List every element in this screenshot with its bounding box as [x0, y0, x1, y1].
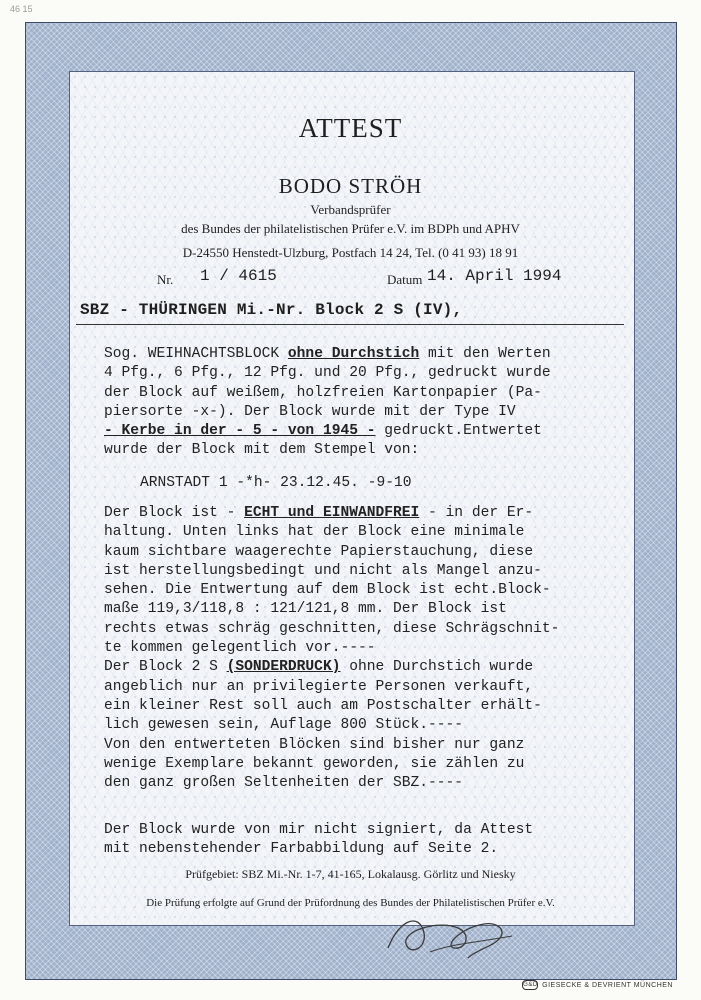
cancel-line: ARNSTADT 1 -*h- 23.12.45. -9-10 [140, 475, 412, 491]
text-line [104, 658, 559, 677]
examiner-role: Verbandsprüfer [310, 202, 391, 217]
text-run: Von den entwerteten Blöcken sind bisher nur ganz [104, 736, 525, 753]
text-run: den ganz großen Seltenheiten der SBZ.---- [104, 775, 464, 792]
text-line [104, 840, 533, 859]
text-run: angeblich nur an privilegierte Personen verkauft, [104, 678, 534, 695]
body-paragraph-1 [104, 345, 551, 461]
examiner-association: des Bundes der philatelistischen Prüfer e.V. im BDPh und APHV [181, 221, 520, 236]
text-line [104, 422, 551, 441]
text-line [104, 600, 559, 619]
subject-divider [76, 324, 624, 325]
text-line [104, 384, 551, 403]
text-run: ohne Durchstich wurde [340, 659, 534, 676]
text-run: mit den Werten [419, 346, 551, 362]
text-run: haltung. Unten links hat der Block eine minimale [104, 524, 525, 541]
text-line [104, 403, 551, 422]
date-label: Datum [387, 272, 423, 287]
text-line [104, 504, 559, 523]
text-line [104, 697, 559, 716]
text-run: ist herstellungsbedingt und nicht als Mangel anzu- [104, 562, 542, 579]
text-run: - in der Er- [419, 505, 534, 521]
text-line [104, 774, 559, 793]
text-run: ein kleiner Rest soll auch am Postschalter erhält- [104, 697, 542, 714]
underlined-phrase: - Kerbe in der - 5 - von 1945 - [104, 423, 376, 440]
nr-value: 1 / 4615 [200, 267, 277, 285]
printer-name: GIESECKE & DEVRIENT MÜNCHEN [542, 981, 673, 989]
underlined-phrase: ECHT und EINWANDFREI [244, 505, 420, 521]
body-paragraph-2 [104, 504, 559, 793]
text-run: maße 119,3/118,8 : 121/121,8 mm. Der Block ist [104, 601, 507, 618]
text-run: lich gewesen sein, Auflage 800 Stück.---- [104, 717, 464, 734]
text-line [104, 821, 533, 840]
text-line [104, 562, 559, 581]
text-run: 4 Pfg., 6 Pfg., 12 Pfg. und 20 Pfg., gedruckt wurde [104, 365, 551, 382]
underlined-phrase: (SONDERDRUCK) [226, 659, 341, 676]
text-line [104, 523, 559, 542]
text-run: gedruckt.Entwertet [375, 423, 542, 440]
text-run: te kommen gelegentlich vor.---- [104, 640, 376, 657]
text-run: piersorte -x-). Der Block wurde mit der Type IV [104, 403, 516, 420]
signature [380, 908, 520, 966]
text-run: wurde der Block mit dem Stempel von: [104, 442, 420, 459]
page-title: ATTEST [298, 113, 403, 143]
text-run: kaum sichtbare waagerechte Papierstauchung, diese [104, 543, 534, 560]
text-line [104, 620, 559, 639]
footer-rules: Die Prüfung erfolgte auf Grund der Prüfordnung des Bundes der Philatelistischen Prüfer e.V. [146, 897, 555, 909]
examiner-name: BODO STRÖH [278, 174, 423, 198]
corner-note: 46 15 [10, 4, 33, 14]
text-line [104, 736, 559, 755]
text-run: der Block auf weißem, holzfreien Kartonpapier (Pa- [104, 384, 542, 401]
text-line [104, 678, 559, 697]
text-line [104, 543, 559, 562]
nr-label: Nr. [157, 272, 174, 287]
text-line [104, 581, 559, 600]
text-line [104, 755, 559, 774]
text-line [104, 441, 551, 460]
underlined-phrase: ohne Durchstich [287, 346, 420, 362]
text-line [104, 345, 551, 364]
examiner-address: D-24550 Henstedt-Ulzburg, Postfach 14 24, Tel. (0 41 93) 18 91 [182, 245, 519, 260]
subject-line: SBZ - THÜRINGEN Mi.-Nr. Block 2 S (IV), [80, 301, 463, 319]
text-run: Der Block ist - [104, 505, 245, 521]
text-line [104, 716, 559, 735]
text-line [104, 364, 551, 383]
printer-logo-icon: G&D [523, 982, 538, 988]
text-run: Der Block wurde von mir nicht signiert, da Attest [104, 822, 534, 838]
text-run: mit nebenstehender Farbabbildung auf Seite 2. [104, 841, 499, 858]
text-line [104, 639, 559, 658]
body-paragraph-3 [104, 821, 533, 860]
footer-scope: Prüfgebiet: SBZ Mi.-Nr. 1-7, 41-165, Lokalausg. Görlitz und Niesky [185, 867, 516, 881]
text-run: sehen. Die Entwertung auf dem Block ist echt.Block- [104, 582, 551, 599]
date-value: 14. April 1994 [427, 267, 562, 285]
text-run: Der Block 2 S [104, 659, 227, 676]
text-run: Sog. WEIHNACHTSBLOCK [104, 346, 288, 362]
certificate-panel [69, 71, 635, 926]
text-run: rechts etwas schräg geschnitten, diese Schrägschnit- [104, 620, 560, 637]
printer-mark [522, 980, 673, 990]
text-run: wenige Exemplare bekannt geworden, sie zählen zu [104, 755, 525, 772]
